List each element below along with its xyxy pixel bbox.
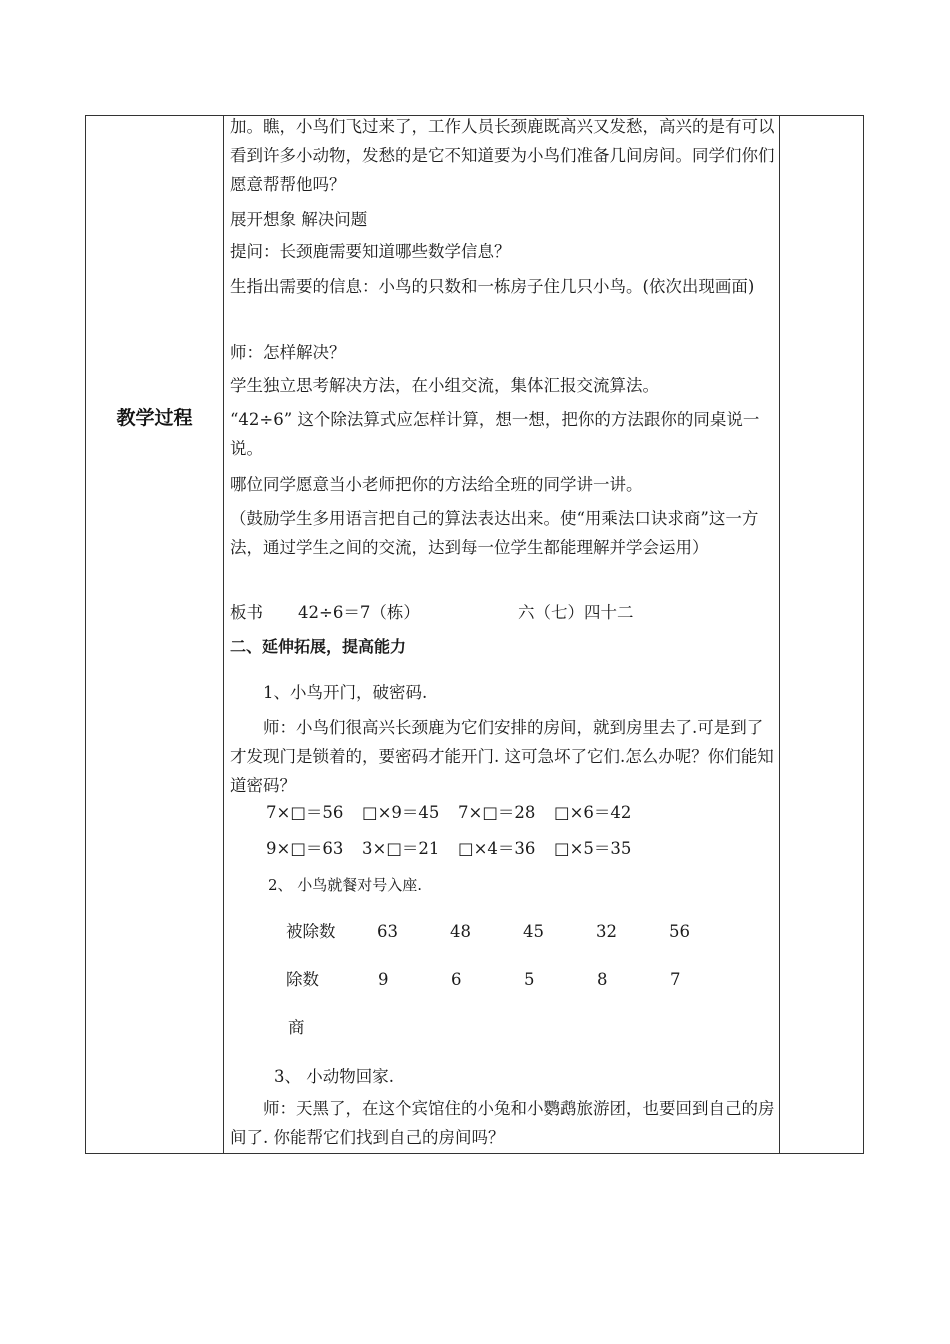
divisor-value: 9 bbox=[378, 970, 389, 989]
paragraph-students: 学生独立思考解决方法，在小组交流，集体汇报交流算法。 bbox=[230, 376, 659, 395]
item-3-title: 3、 小动物回家. bbox=[274, 1067, 394, 1086]
equation: □×4＝36 bbox=[458, 839, 536, 858]
paragraph-question: 提问：长颈鹿需要知道哪些数学信息？ bbox=[230, 242, 511, 261]
equation: 7×□＝28 bbox=[458, 803, 536, 822]
equation: □×9＝45 bbox=[362, 803, 440, 822]
divisor-label: 除数 bbox=[286, 970, 319, 989]
equation: 7×□＝56 bbox=[266, 803, 344, 822]
divisor-value: 6 bbox=[451, 970, 462, 989]
paragraph-teacher: 师：怎样解决？ bbox=[230, 343, 346, 362]
section-heading: 二、延伸拓展，提高能力 bbox=[230, 637, 407, 656]
dividend-value: 63 bbox=[377, 922, 398, 941]
item-1-title: 1、小鸟开门，破密码. bbox=[263, 683, 428, 702]
board-rhyme: 六（七）四十二 bbox=[518, 603, 634, 622]
lesson-table bbox=[85, 115, 864, 1154]
paragraph-volunteer: 哪位同学愿意当小老师把你的方法给全班的同学讲一讲。 bbox=[230, 475, 643, 494]
dividend-value: 32 bbox=[596, 922, 617, 941]
dividend-label: 被除数 bbox=[286, 922, 336, 941]
quotient-label: 商 bbox=[288, 1018, 305, 1037]
board-equation: 42÷6＝7（栋） bbox=[298, 603, 420, 622]
section-label: 教学过程 bbox=[116, 407, 193, 429]
item-3-text: 师：天黑了，在这个宾馆住的小兔和小鹦鹉旅游团，也要回到自己的房间了. 你能帮它们找到自己的房间吗？ bbox=[230, 1099, 775, 1147]
divisor-value: 7 bbox=[670, 970, 681, 989]
equation: □×5＝35 bbox=[554, 839, 632, 858]
paragraph-division: “42÷6” 这个除法算式应怎样计算，想一想，把你的方法跟你的同桌说一说。 bbox=[230, 410, 760, 458]
paragraph-encourage: （鼓励学生多用语言把自己的算法表达出来。使“用乘法口诀求商”这一方法，通过学生之间的交流，达到每一位学生都能理解并学会运用） bbox=[230, 509, 759, 557]
paragraph-intro: 加。瞧，小鸟们飞过来了，工作人员长颈鹿既高兴又发愁，高兴的是有可以看到许多小动物，发愁的是它不知道要为小鸟们准备几间房间。同学们你们愿意帮帮他吗？ bbox=[230, 117, 775, 194]
divisor-value: 5 bbox=[524, 970, 535, 989]
item-1-text: 师：小鸟们很高兴长颈鹿为它们安排的房间，就到房里去了.可是到了才发现门是锁着的，要密码才能开门. 这可急坏了它们.怎么办呢？你们能知道密码？ bbox=[230, 718, 774, 795]
divisor-value: 8 bbox=[597, 970, 608, 989]
board-line bbox=[230, 598, 776, 627]
equation: 3×□＝21 bbox=[362, 839, 440, 858]
equation: 9×□＝63 bbox=[266, 839, 344, 858]
dividend-value: 48 bbox=[450, 922, 471, 941]
dividend-value: 45 bbox=[523, 922, 544, 941]
column-divider bbox=[779, 116, 780, 1153]
dividend-value: 56 bbox=[669, 922, 690, 941]
column-divider bbox=[223, 116, 224, 1153]
paragraph-info: 生指出需要的信息：小鸟的只数和一栋房子住几只小鸟。(依次出现画面) bbox=[230, 277, 755, 296]
item-2-title: 2、 小鸟就餐对号入座. bbox=[268, 876, 423, 894]
paragraph-heading: 展开想象 解决问题 bbox=[230, 210, 368, 229]
equation: □×6＝42 bbox=[554, 803, 632, 822]
board-label: 板书 bbox=[230, 603, 263, 622]
